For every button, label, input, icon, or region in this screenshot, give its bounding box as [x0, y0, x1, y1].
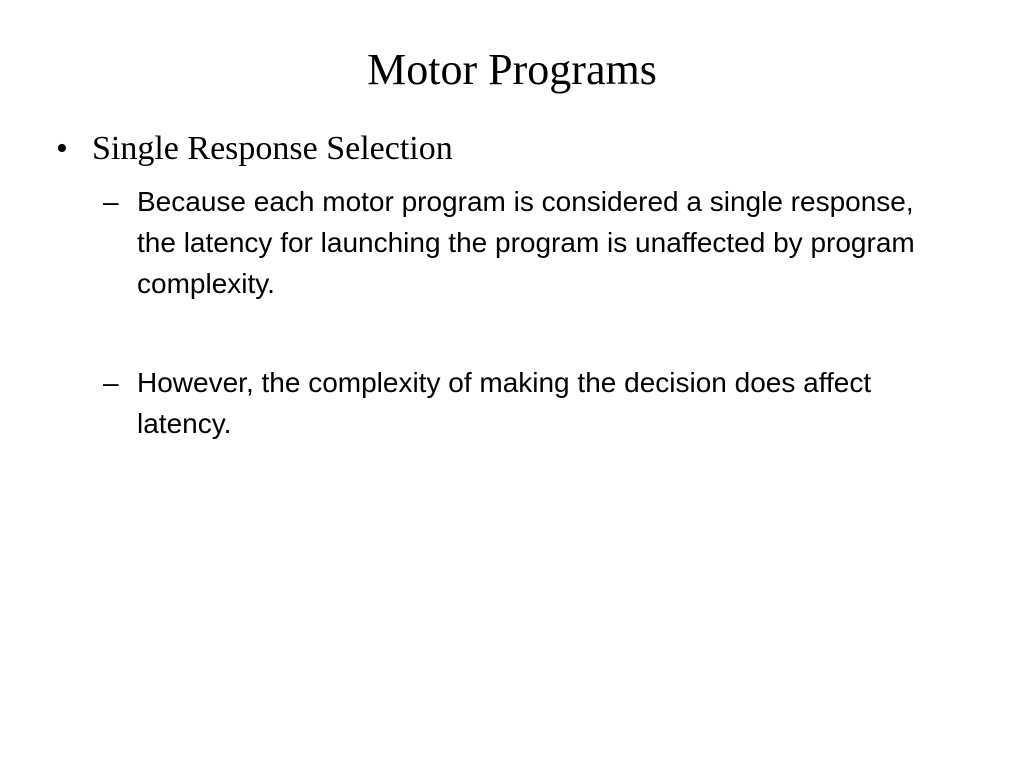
- bullet-marker: •: [56, 130, 68, 167]
- slide-title: Motor Programs: [367, 45, 657, 94]
- bullet-text: Single Response Selection: [92, 130, 453, 167]
- sub-bullet-text: However, the complexity of making the decision does affect latency.: [137, 367, 872, 439]
- sub-bullet-marker: –: [103, 186, 119, 217]
- sub-bullet-marker: –: [103, 367, 119, 398]
- sub-bullet-text: Because each motor program is considered a single response, the latency for launching the program is unaffected by program complexity.: [137, 186, 915, 299]
